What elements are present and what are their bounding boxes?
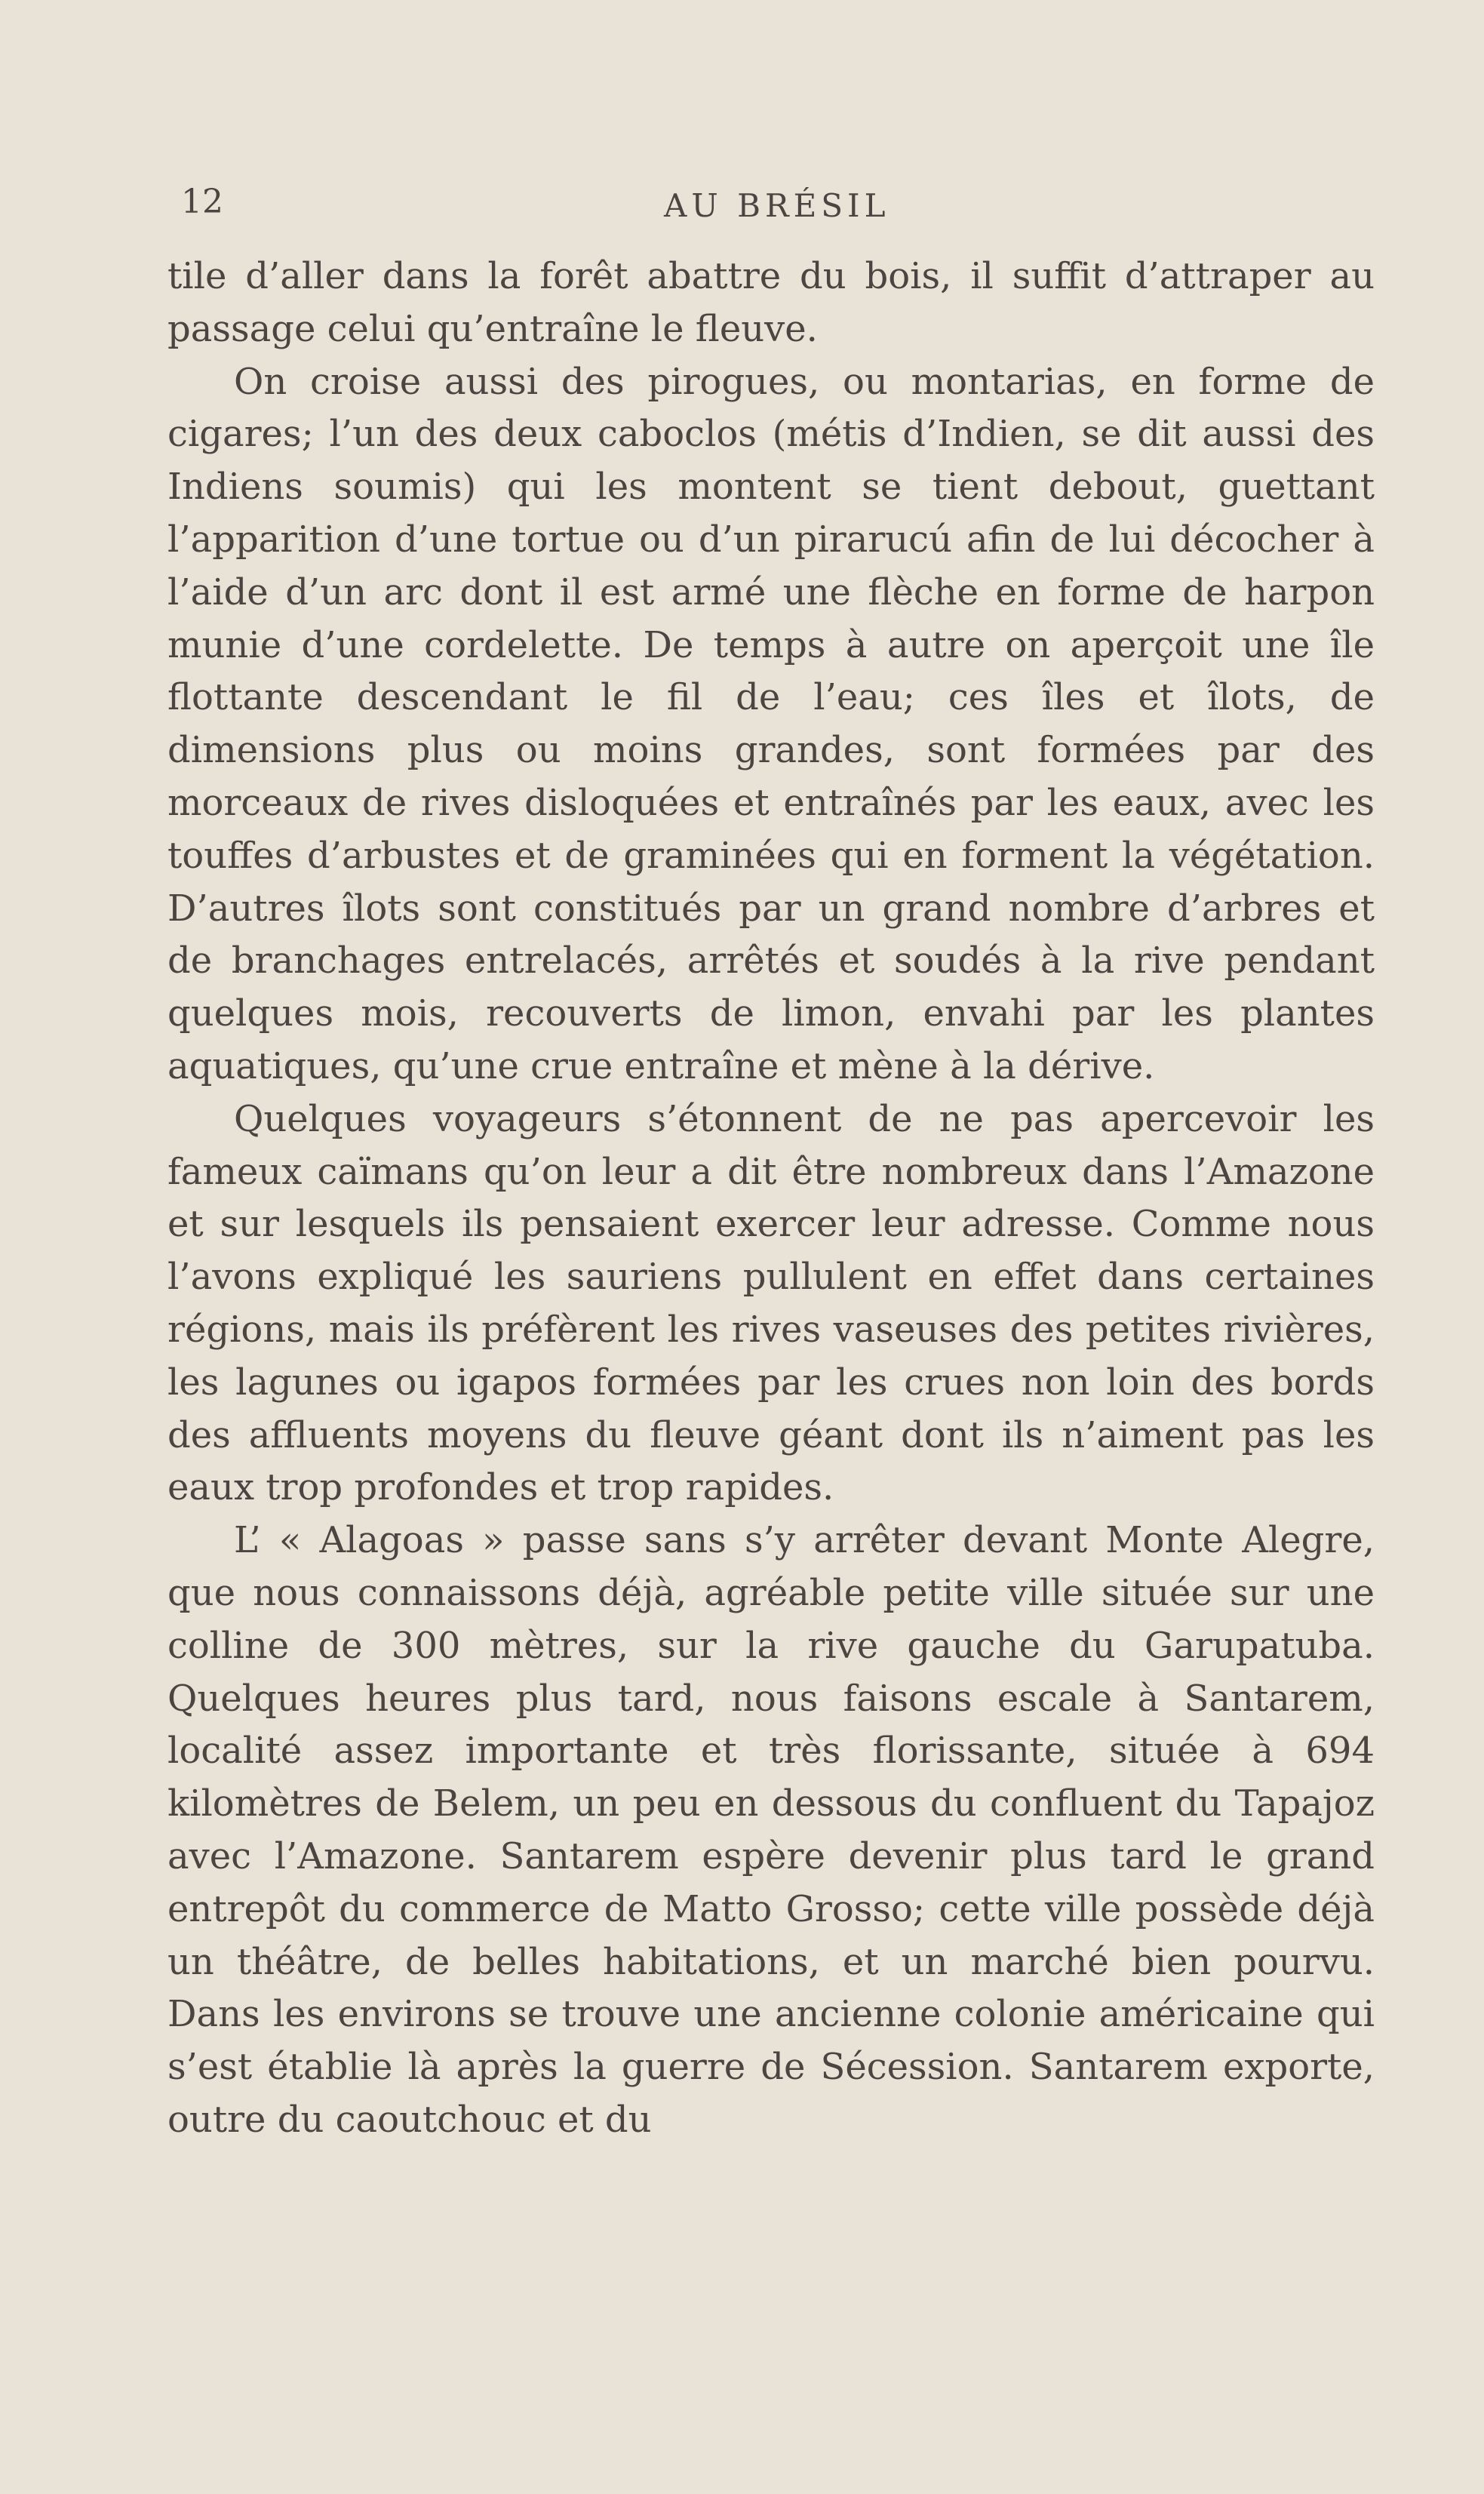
paragraph-continuation: tile d’aller dans la forêt abattre du bois, il suffit d’attraper au passage celui qu’entraîne le fleuve.: [167, 255, 1375, 350]
page-number: 12: [181, 183, 223, 221]
paragraph-santarem: L’ « Alagoas » passe sans s’y arrêter devant Monte Alegre, que nous connaissons déjà, agréable petite ville située sur une colline de 300 mètres, sur la rive gauche du Garupatuba. Quelques heures plus tard, nous faisons escale à Santarem, localité assez importante et très florissante, située à 694 kilomètres de Belem, un peu en dessous du confluent du Tapajoz avec l’Amazone. Santarem espère devenir plus tard le grand entrepôt du commerce de Matto Grosso; cette ville possède déjà un théâtre, de belles habitations, et un marché bien pourvu. Dans les environs se trouve une ancienne colonie américaine qui s’est établie là après la guerre de Sécession. Santarem exporte, outre du caoutchouc et du: [167, 1519, 1375, 2141]
page-header: [174, 172, 1381, 225]
running-title: AU BRÉSIL: [664, 187, 890, 224]
paragraph-caimans: Quelques voyageurs s’étonnent de ne pas apercevoir les fameux caïmans qu’on leur a dit être nombreux dans l’Amazone et sur lesquels ils pensaient exercer leur adresse. Comme nous l’avons expliqué les sauriens pullulent en effet dans certaines régions, mais ils préfèrent les rives vaseuses des petites rivières, les lagunes ou igapos formées par les crues non loin des bords des affluents moyens du fleuve géant dont ils n’aiment pas les eaux trop profondes et trop rapides.: [167, 1097, 1375, 1509]
paragraph-pirogues: On croise aussi des pirogues, ou montarias, en forme de cigares; l’un des deux caboclos (métis d’Indien, se dit aussi des Indiens soumis) qui les montent se tient debout, guettant l’apparition d’une tortue ou d’un pirarucú afin de lui décocher à l’aide d’un arc dont il est armé une flèche en forme de harpon munie d’une cordelette. De temps à autre on aperçoit une île flottante descendant le fil de l’eau; ces îles et îlots, de dimensions plus ou moins grandes, sont formées par des morceaux de rives disloquées et entraînés par les eaux, avec les touffes d’arbustes et de graminées qui en forment la végétation. D’autres îlots sont constitués par un grand nombre d’arbres et de branchages entrelacés, arrêtés et soudés à la rive pendant quelques mois, recouverts de limon, envahi par les plantes aquatiques, qu’une crue entraîne et mène à la dérive.: [167, 360, 1375, 1087]
body-text: [167, 251, 1375, 2147]
